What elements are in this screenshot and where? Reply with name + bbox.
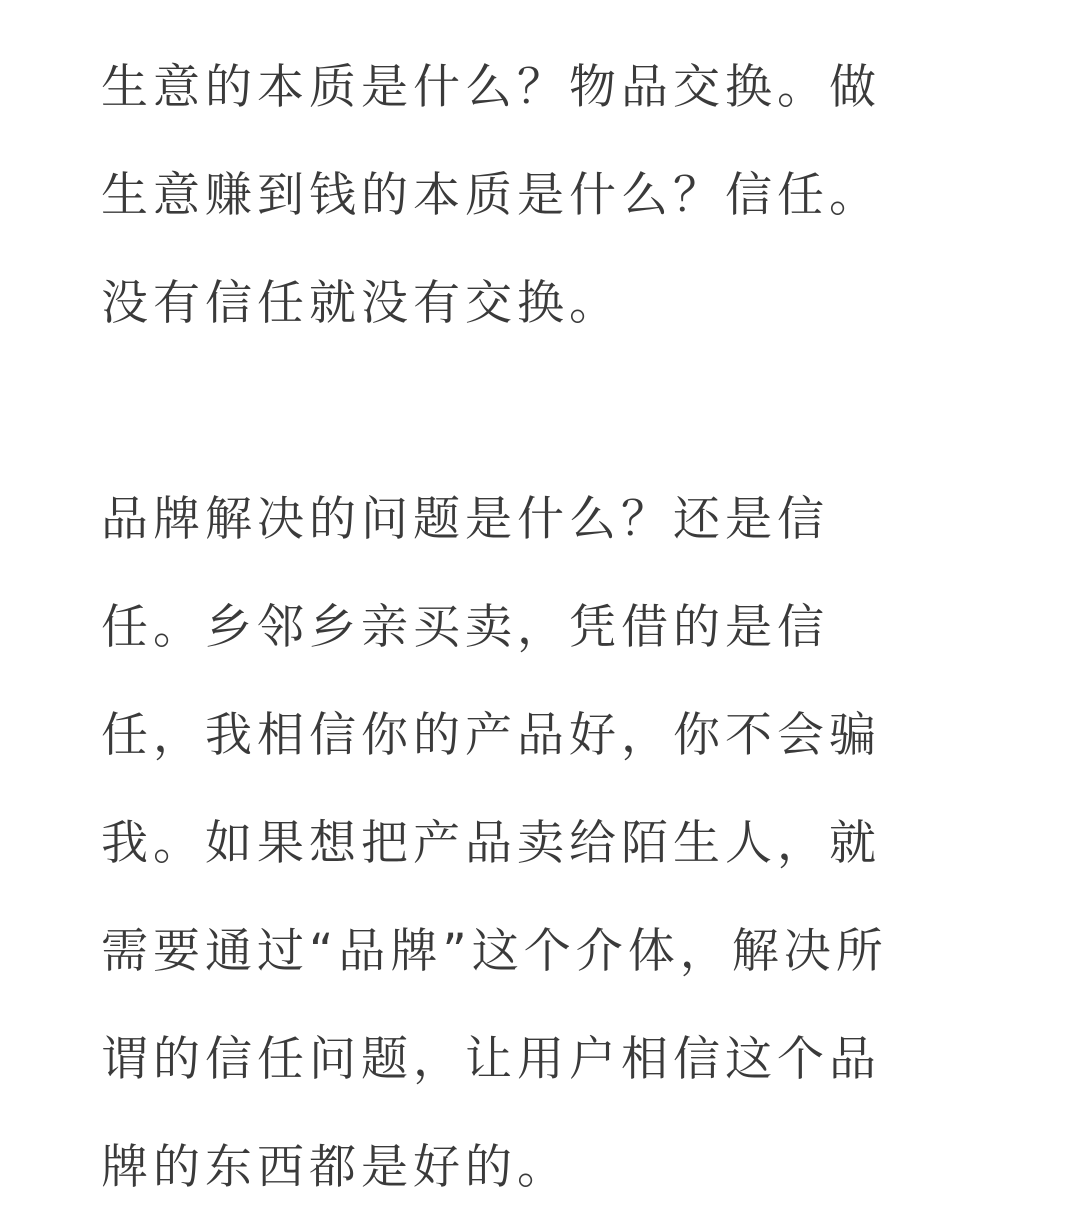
text-line: 牌的东西都是好的。 xyxy=(101,1140,569,1195)
text-line: 任。乡邻乡亲买卖，凭借的是信 xyxy=(101,600,829,655)
article-body xyxy=(101,34,981,1222)
text-line: 任，我相信你的产品好，你不会骗 xyxy=(101,708,881,763)
paragraph-business-essence xyxy=(101,34,981,358)
text-line: 谓的信任问题，让用户相信这个品 xyxy=(101,1032,881,1087)
text-line: 我。如果想把产品卖给陌生人，就 xyxy=(101,816,881,871)
text-line: 需要通过“品牌”这个介体，解决所 xyxy=(101,924,888,979)
text-line: 生意赚到钱的本质是什么？信任。 xyxy=(101,168,881,223)
text-line: 品牌解决的问题是什么？还是信 xyxy=(101,492,829,547)
text-line: 没有信任就没有交换。 xyxy=(101,276,621,331)
text-line: 生意的本质是什么？物品交换。做 xyxy=(101,60,881,115)
paragraph-brand-trust xyxy=(101,466,981,1222)
